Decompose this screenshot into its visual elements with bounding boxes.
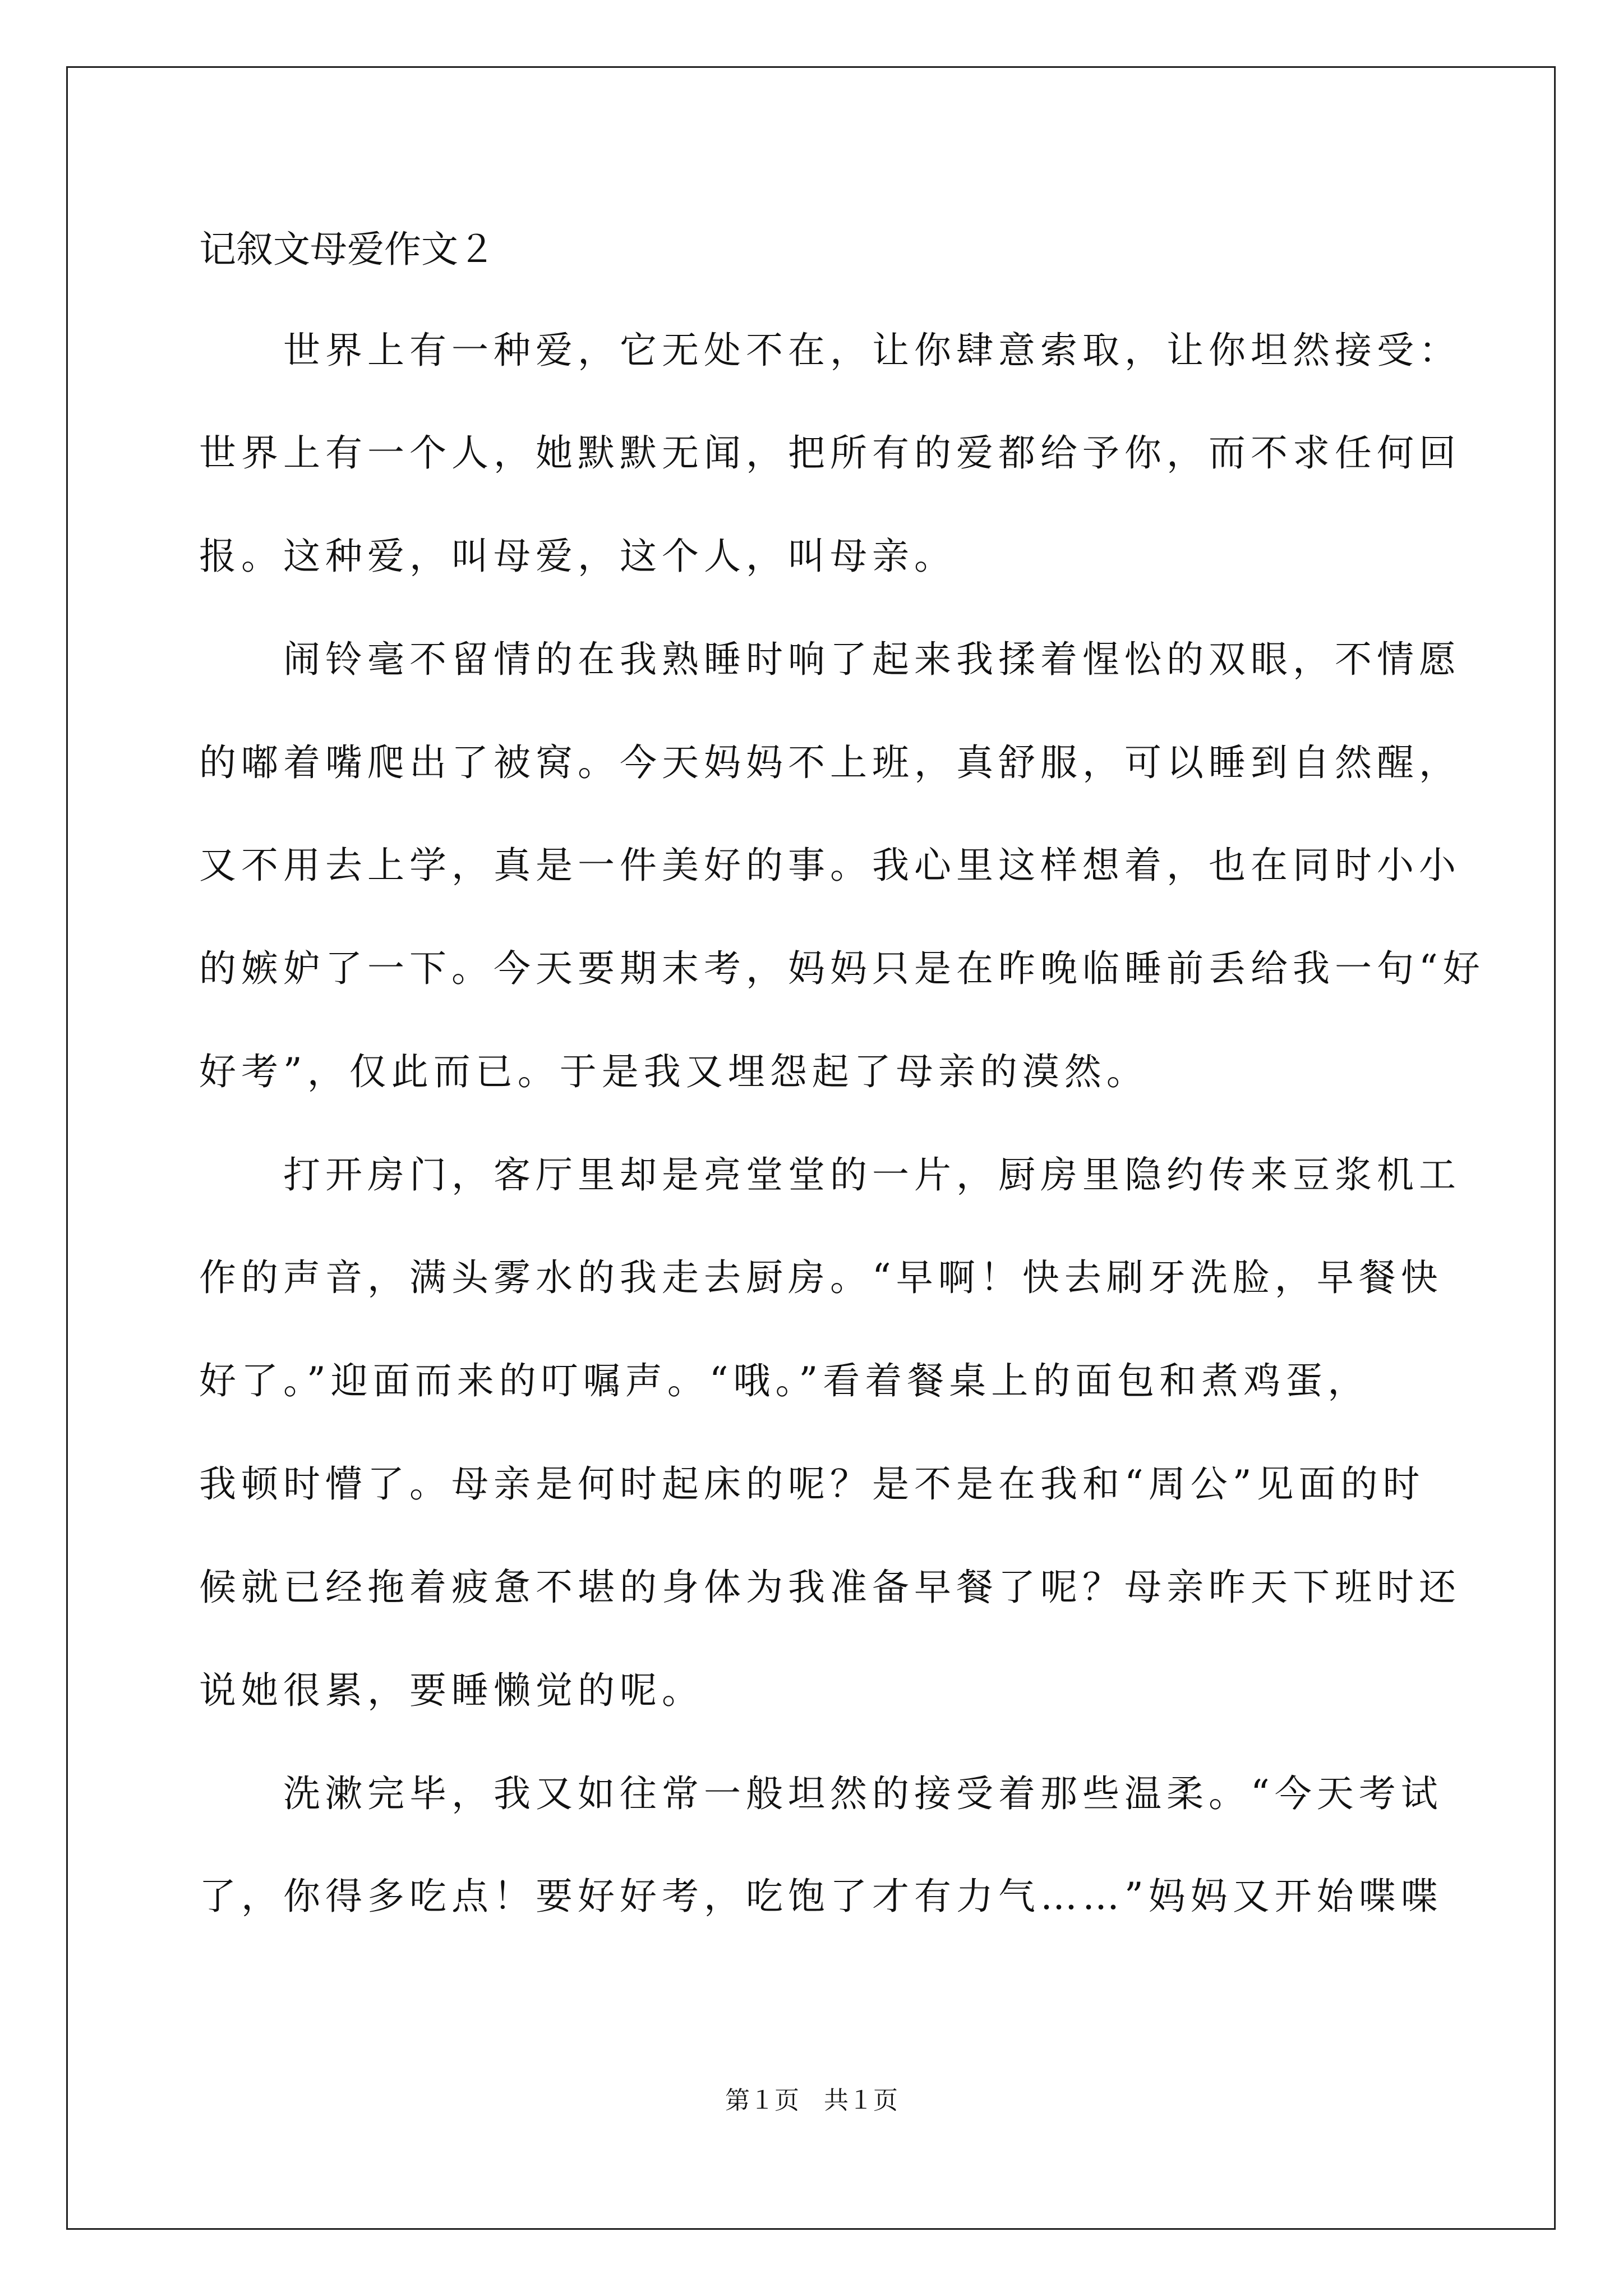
page-number-footer: 第１页 共１页	[725, 2086, 898, 2115]
paragraph-2-line-2: 的嘟着嘴爬出了被窝。今天妈妈不上班，真舒服，可以睡到自然醒，	[199, 741, 1461, 784]
paragraph-3-line-4: 我顿时懵了。母亲是何时起床的呢？是不是在我和“周公”见面的时	[199, 1462, 1425, 1506]
paragraph-2-line-4: 的嫉妒了一下。今天要期末考，妈妈只是在昨晚临睡前丢给我一句“好	[199, 947, 1485, 990]
paragraph-1-line-3: 报。这种爱，叫母爱，这个人，叫母亲。	[199, 535, 956, 578]
paragraph-4-line-2: 了，你得多吃点！要好好考，吃饱了才有力气……”妈妈又开始喋喋	[199, 1875, 1443, 1918]
paragraph-3-line-1: 打开房门，客厅里却是亮堂堂的一片，厨房里隐约传来豆浆机工	[283, 1153, 1461, 1197]
paragraph-2-line-1: 闹铃毫不留情的在我熟睡时响了起来我揉着惺忪的双眼，不情愿	[283, 638, 1461, 681]
paragraph-1-line-1: 世界上有一种爱，它无处不在，让你肆意索取，让你坦然接受：	[283, 329, 1461, 372]
paragraph-3-line-6: 说她很累，要睡懒觉的呢。	[199, 1669, 704, 1712]
paragraph-3-line-5: 候就已经拖着疲惫不堪的身体为我准备早餐了呢？母亲昨天下班时还	[199, 1566, 1461, 1609]
paragraph-2-line-5: 好考”，仅此而已。于是我又埋怨起了母亲的漠然。	[199, 1050, 1149, 1093]
paragraph-4-line-1: 洗漱完毕，我又如往常一般坦然的接受着那些温柔。“今天考试	[283, 1772, 1443, 1815]
paragraph-2-line-3: 又不用去上学，真是一件美好的事。我心里这样想着，也在同时小小	[199, 844, 1461, 887]
paragraph-3-line-3: 好了。”迎面而来的叮嘱声。“哦。”看着餐桌上的面包和煮鸡蛋，	[199, 1359, 1370, 1402]
document-title: 记叙文母爱作文２	[199, 228, 495, 271]
paragraph-1-line-2: 世界上有一个人，她默默无闻，把所有的爱都给予你，而不求任何回	[199, 431, 1461, 475]
paragraph-3-line-2: 作的声音，满头雾水的我走去厨房。“早啊！快去刷牙洗脸，早餐快	[199, 1256, 1443, 1299]
